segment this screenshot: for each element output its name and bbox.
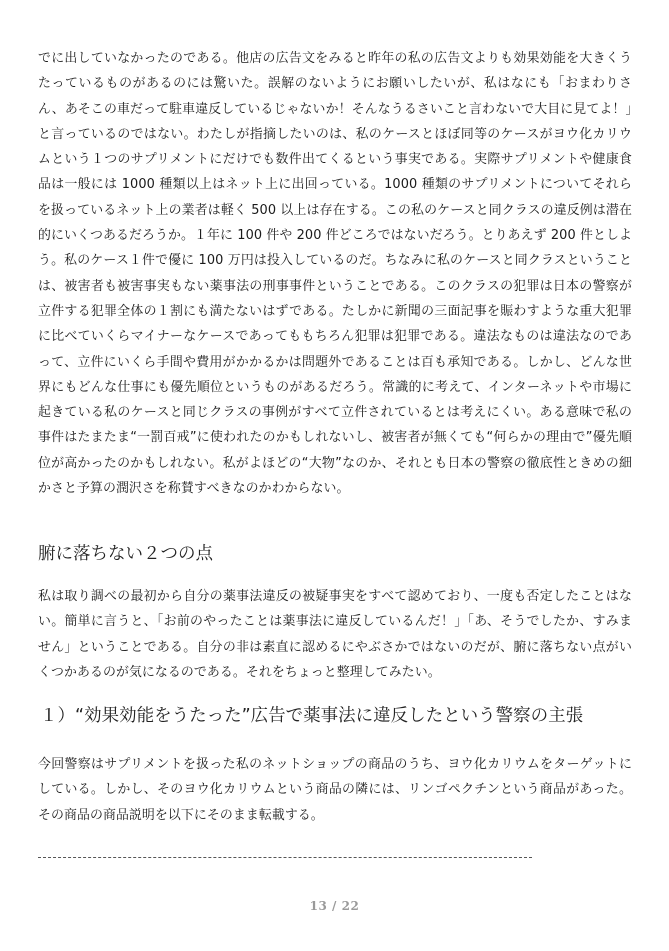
section-heading: 腑に落ちない２つの点 (38, 544, 213, 564)
current-page-number: 13 (309, 899, 328, 913)
body-paragraph: 今回警察はサプリメントを扱った私のネットショップの商品のうち、ヨウ化カリウムをターゲットにしている。しかし、そのヨウ化カリウムという商品の隣には、リンゴペクチンという商品があった。その商品の商品説明を以下にそのまま転載する。 (38, 757, 632, 823)
page-separator: / (332, 899, 337, 913)
body-paragraph: 私は取り調べの最初から自分の薬事法違反の被疑事実をすべて認めており、一度も否定したことはない。簡単に言うと、「お前のやったことは薬事法に違反しているんだ！」「あ、そうでしたか、すみません」ということである。自分の非は素直に認めるにやぶさかではないのだが、腑に落ちない点がいくつかあるのが気になるのである。それをちょっと整理してみたい。 (38, 589, 632, 680)
subsection-heading: １）“効果効能をうたった”広告で薬事法に違反したという警察の主張 (40, 706, 584, 726)
dashed-divider (38, 857, 532, 858)
total-pages-number: 22 (341, 899, 360, 913)
body-paragraph: でに出していなかったのである。他店の広告文をみると昨年の私の広告文よりも効果効能を大きくうたっているものがあるのには驚いた。誤解のないようにお願いしたいが、私はなにも「おまわりさん、あそこの車だって駐車違反しているじゃないか！そんなうるさいこと言わないで大目に見てよ！」と言っているのではない。わたしが指摘したいのは、私のケースとほぼ同等のケースがヨウ化カリウムという１つのサプリメントにだけでも数件出てくるという事実である。実際サプリメントや健康食品は一般には 1000 種類以上はネット上に出回っている。1000 種類のサプリメントについてそれらを扱っているネット上の業者は軽く 500 以上は存在する。この私のケースと同クラスの違反例は潜在的にいくつあるだろうか。１年に 100 件や 200 件どころではないだろう。とりあえず 200 件としよう。私のケース１件で優に 100 万円は投入しているのだ。ちなみに私のケースと同クラスということは、被害者も被害事実もない薬事法の刑事事件ということである。このクラスの犯罪は日本の警察が立件する犯罪全体の１割にも満たないはずである。たしかに新聞の三面記事を賑わすような重大犯罪に比べていくらマイナーなケースであってももちろん犯罪は犯罪である。違法なものは違法なのであって、立件にいくら手間や費用がかかるかは問題外であることは百も承知である。しかし、どんな世界にもどんな仕事にも優先順位というものがあるだろう。常識的に考えて、インターネットや市場に起きている私のケースと同じクラスの事例がすべて立件されているとは考えにくい。ある意味で私の事件はたまたま“一罰百戒”に使われたのかもしれないし、被害者が無くても“何らかの理由で”優先順位が高かったのかもしれない。私がよほどの“大物”なのか、それとも日本の警察の徹底性ときめの細かさと予算の潤沢さを称賛すべきなのかわからない。 (38, 51, 632, 497)
page-number (0, 899, 669, 913)
